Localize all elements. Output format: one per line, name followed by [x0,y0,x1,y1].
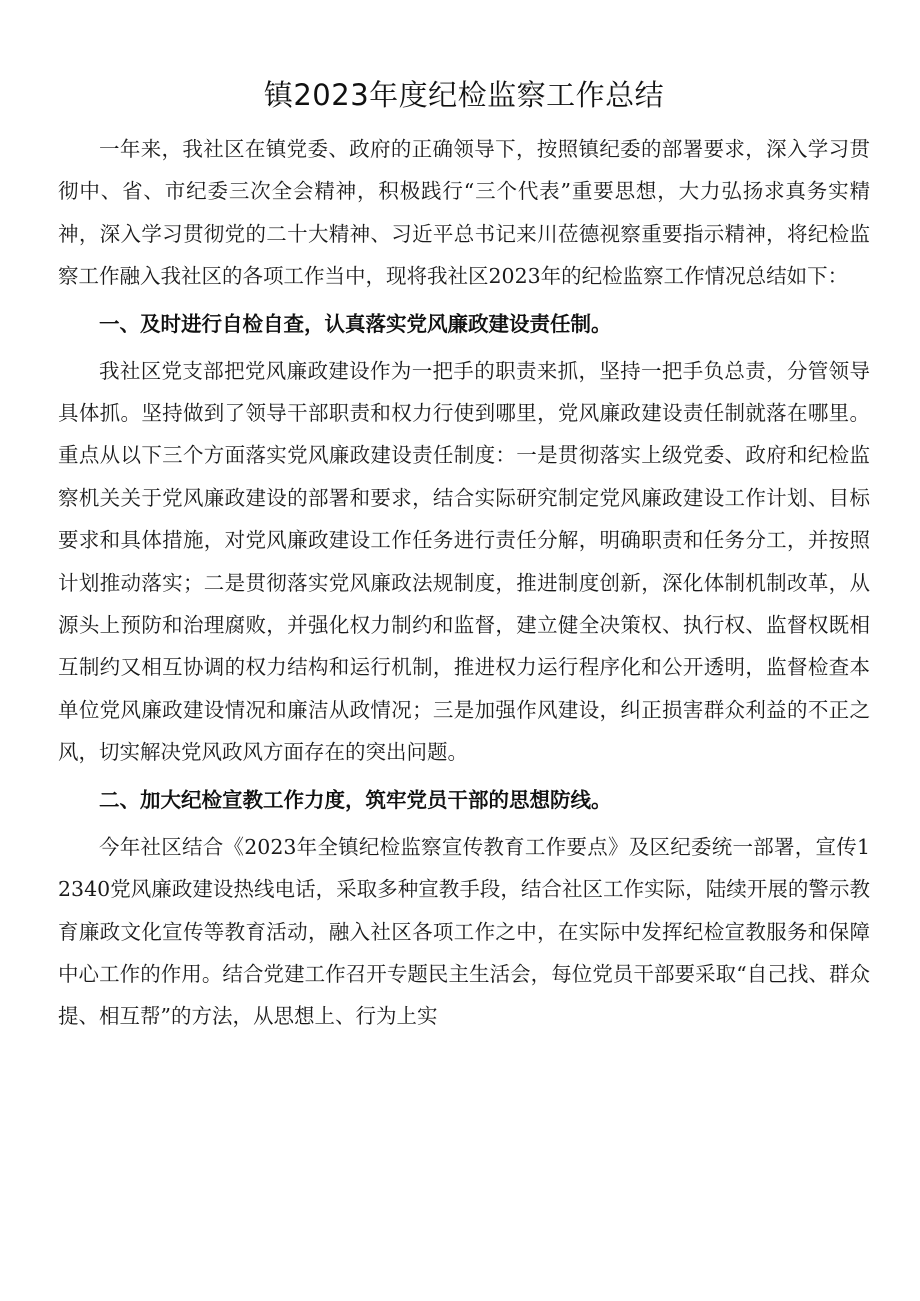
section-heading: 二、加大纪检宣教工作力度，筑牢党员干部的思想防线。 [99,787,612,812]
document-body [58,70,870,1038]
intro-paragraph: 一年来，我社区在镇党委、政府的正确领导下，按照镇纪委的部署要求，深入学习贯彻中、省、市纪委三次全会精神，积极践行“三个代表”重要思想，大力弘扬求真务实精神，深入学习贯彻党的二十大精神、习近平总书记来川莅德视察重要指示精神，将纪检监察工作融入我社区的各项工作当中，现将我社区2023年的纪检监察工作情况总结如下： [58,137,870,289]
section-1 [58,298,870,774]
section-paragraph: 今年社区结合《2023年全镇纪检监察宣传教育工作要点》及区纪委统一部署，宣传12340党风廉政建设热线电话，采取多种宣教手段，结合社区工作实际，陆续开展的警示教育廉政文化宣传等教育活动，融入社区各项工作之中，在实际中发挥纪检宣教服务和保障中心工作的作用。结合党建工作召开专题民主生活会，每位党员干部要采取“自己找、群众提、相互帮”的方法，从思想上、行为上实 [58,834,870,1029]
section-2 [58,774,870,1038]
section-paragraph: 我社区党支部把党风廉政建设作为一把手的职责来抓，坚持一把手负总责，分管领导具体抓。坚持做到了领导干部职责和权力行使到哪里，党风廉政建设责任制就落在哪里。重点从以下三个方面落实党风廉政建设责任制度：一是贯彻落实上级党委、政府和纪检监察机关关于党风廉政建设的部署和要求，结合实际研究制定党风廉政建设工作计划、目标要求和具体措施，对党风廉政建设工作任务进行责任分解，明确职责和任务分工，并按照计划推动落实；二是贯彻落实党风廉政法规制度，推进制度创新，深化体制机制改革，从源头上预防和治理腐败，并强化权力制约和监督，建立健全决策权、执行权、监督权既相互制约又相互协调的权力结构和运行机制，推进权力运行程序化和公开透明，监督检查本单位党风廉政建设情况和廉洁从政情况；三是加强作风建设，纠正损害群众利益的不正之风，切实解决党风政风方面存在的突出问题。 [58,358,870,765]
document-title: 镇2023年度纪检监察工作总结 [263,78,665,112]
section-heading: 一、及时进行自检自查，认真落实党风廉政建设责任制。 [99,311,612,336]
